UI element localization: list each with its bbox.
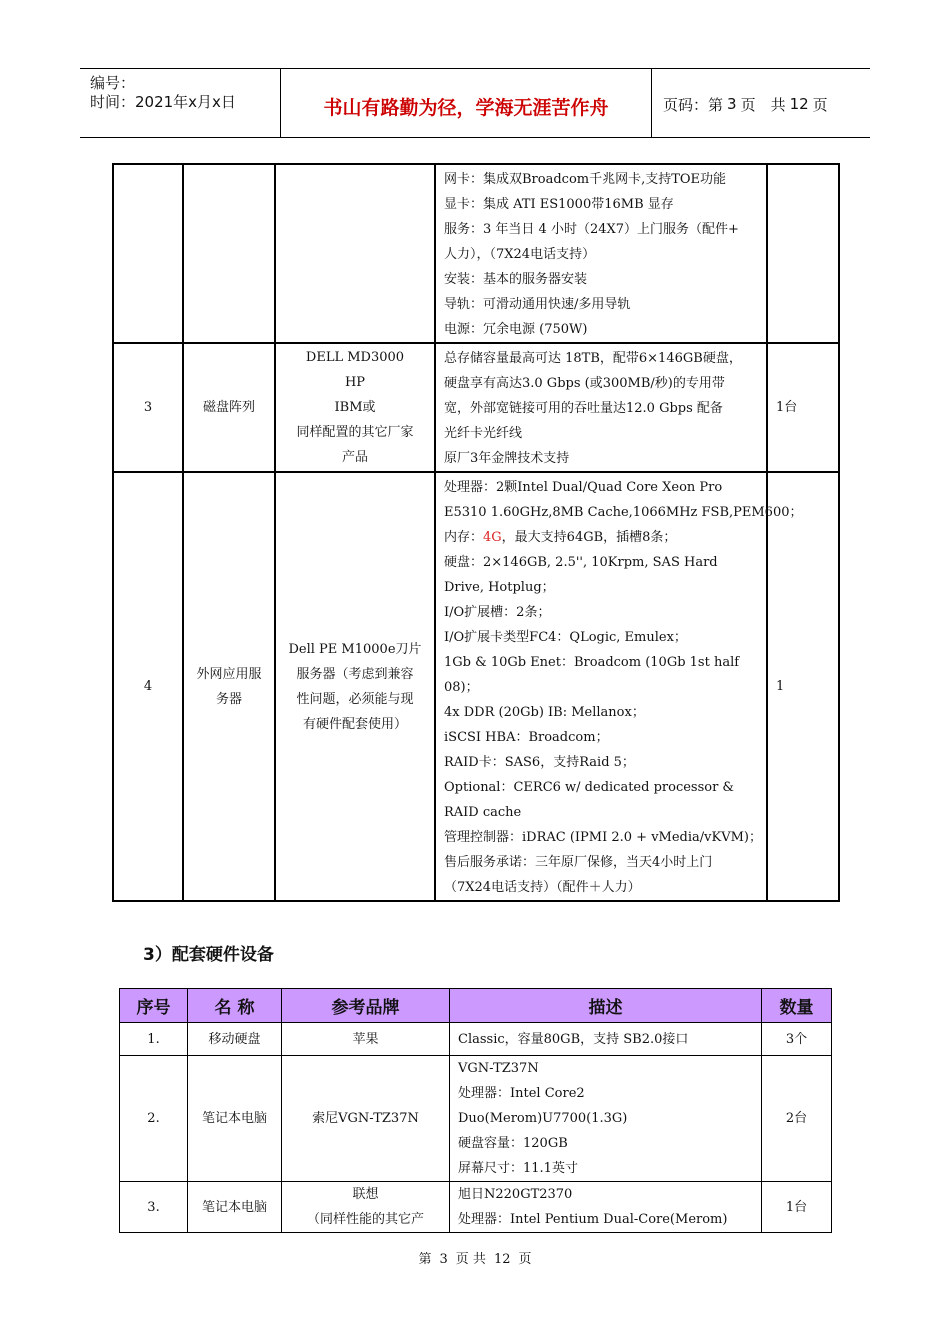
page-header — [80, 68, 870, 138]
brand-line: 同样配置的其它厂家 — [296, 425, 414, 440]
time-label: 时间：2021年x月x日 — [90, 93, 236, 111]
name-line: 外网应用服 — [196, 666, 262, 682]
desc-line: 1Gb & 10Gb Enet：Broadcom (10Gb 1st half — [444, 655, 740, 670]
page-footer — [0, 1248, 950, 1267]
qty-cell: 1 — [767, 472, 839, 901]
header-motto: 书山有路勤为径，学海无涯苦作舟 — [280, 69, 652, 137]
desc-line: 宽，外部宽链接可用的吞吐量达12.0 Gbps 配备 — [444, 401, 723, 416]
desc-line: 硬盘享有高达3.0 Gbps (或300MB/秒)的专用带 — [444, 376, 725, 391]
name-cell — [183, 472, 275, 901]
brand-line: Dell PE M1000e刀片 — [288, 641, 422, 657]
brand-line: （同样性能的其它产 — [306, 1212, 424, 1227]
header-meta — [80, 69, 280, 137]
brand-line: DELL MD3000 — [305, 350, 405, 365]
name-cell — [183, 164, 275, 343]
footer-prefix: 第 — [418, 1252, 432, 1267]
brand-line: HP — [344, 375, 366, 390]
col-header-desc: 描述 — [450, 989, 762, 1023]
desc-line: 电源：冗余电源 (750W) — [444, 322, 588, 337]
footer-page: 3 — [439, 1252, 448, 1267]
desc-line: VGN-TZ37N — [458, 1061, 539, 1076]
desc-line: 总存储容量最高可达 18TB，配带6×146GB硬盘， — [444, 351, 742, 366]
desc-line: 屏幕尺寸：11.1英寸 — [458, 1161, 578, 1176]
qty-cell: 1台 — [762, 1182, 832, 1233]
desc-line: Optional：CERC6 w/ dedicated processor & — [444, 780, 735, 795]
desc-line: 导轨：可滑动通用快速/多用导轨 — [444, 297, 631, 312]
footer-total: 12 — [493, 1252, 511, 1267]
name-cell: 移动硬盘 — [188, 1023, 282, 1056]
header-page-info — [663, 69, 863, 137]
desc-line: Classic，容量80GB，支持 SB2.0接口 — [458, 1031, 689, 1047]
header-row — [120, 989, 832, 1023]
col-header-num: 序号 — [120, 989, 188, 1023]
desc-line: 处理器：Intel Core2 — [458, 1086, 585, 1101]
footer-mid: 页 共 — [455, 1252, 486, 1267]
page-end: 页 — [812, 95, 828, 114]
desc-line: （7X24电话支持）（配件＋人力） — [444, 880, 641, 895]
desc-line-memory — [444, 525, 760, 550]
desc-line: 原厂3年金牌技术支持 — [444, 451, 570, 466]
desc-line: 管理控制器：iDRAC (IPMI 2.0 + vMedia/vKVM)； — [444, 830, 762, 845]
desc-cell — [435, 164, 767, 343]
desc-line: 服务：3 年当日 4 小时（24X7）上门服务（配件+ — [444, 222, 739, 237]
brand-cell — [275, 164, 435, 343]
desc-line: 网卡：集成双Broadcom千兆网卡,支持TOE功能 — [444, 172, 727, 187]
table-row — [113, 472, 839, 901]
page-number: 3 — [727, 95, 737, 113]
desc-cell — [450, 1023, 762, 1056]
desc-line: iSCSI HBA：Broadcom； — [444, 730, 609, 745]
qty-cell: 1台 — [767, 343, 839, 472]
desc-line: 售后服务承诺：三年原厂保修，当天4小时上门 — [444, 855, 713, 870]
qty-cell — [767, 164, 839, 343]
brand-cell — [282, 1182, 450, 1233]
desc-line: 旭日N220GT2370 — [458, 1187, 573, 1202]
desc-line: 人力），（7X24电话支持） — [444, 247, 596, 262]
col-header-name: 名 称 — [188, 989, 282, 1023]
page-total: 12 — [789, 95, 809, 113]
col-header-qty: 数量 — [762, 989, 832, 1023]
brand-line: 性问题，必须能与现 — [296, 691, 414, 707]
num-cell: 4 — [113, 472, 183, 901]
spec-table — [112, 163, 840, 902]
num-cell — [113, 164, 183, 343]
qty-cell: 2台 — [762, 1056, 832, 1182]
brand-line: 服务器（考虑到兼容 — [296, 666, 414, 682]
desc-line: 硬盘：2×146GB, 2.5'', 10Krpm, SAS Hard — [444, 555, 718, 570]
brand-line: 有硬件配套使用） — [302, 716, 407, 732]
page-label: 页码：第 — [663, 95, 724, 114]
desc-line: Duo(Merom)U7700(1.3G) — [458, 1111, 628, 1126]
table-row — [120, 1182, 832, 1233]
desc-line: 08)； — [444, 680, 479, 695]
brand-cell — [275, 472, 435, 901]
brand-line: IBM或 — [334, 400, 376, 415]
col-header-brand: 参考品牌 — [282, 989, 450, 1023]
desc-line: 处理器：2颗Intel Dual/Quad Core Xeon Pro — [444, 480, 723, 495]
desc-cell — [435, 343, 767, 472]
mem-size: 4G — [483, 530, 502, 545]
mem-prefix: 内存： — [444, 530, 484, 545]
brand-cell: 索尼VGN-TZ37N — [282, 1056, 450, 1182]
desc-cell — [435, 472, 803, 901]
desc-line: RAID卡：SAS6，支持Raid 5； — [444, 755, 635, 770]
name-cell: 磁盘阵列 — [183, 343, 275, 472]
num-cell: 3. — [120, 1182, 188, 1233]
desc-cell — [450, 1056, 762, 1182]
num-cell: 1. — [120, 1023, 188, 1056]
qty-cell: 3个 — [762, 1023, 832, 1056]
desc-line: 安装：基本的服务器安装 — [444, 272, 588, 287]
table-row — [120, 1056, 832, 1182]
table-row — [113, 343, 839, 472]
desc-line: 光纤卡光纤线 — [444, 426, 523, 441]
brand-line: 联想 — [352, 1187, 379, 1202]
footer-suffix: 页 — [518, 1252, 532, 1267]
name-cell: 笔记本电脑 — [188, 1182, 282, 1233]
hardware-table — [119, 988, 832, 1233]
table-row — [120, 1023, 832, 1056]
num-cell: 3 — [113, 343, 183, 472]
desc-line: 处理器：Intel Pentium Dual-Core(Merom) — [458, 1212, 728, 1227]
number-label: 编号： — [90, 74, 136, 92]
desc-cell — [450, 1182, 762, 1233]
desc-line: 硬盘容量：120GB — [458, 1136, 568, 1151]
desc-line: 显卡：集成 ATI ES1000带16MB 显存 — [444, 197, 674, 212]
name-line: 务器 — [215, 691, 242, 707]
desc-line: I/O扩展卡类型FC4：QLogic, Emulex； — [444, 630, 687, 645]
desc-line: E5310 1.60GHz,8MB Cache,1066MHz FSB,PEM600； — [444, 505, 803, 520]
brand-line: 产品 — [341, 450, 368, 465]
table-row — [113, 164, 839, 343]
section-title: 3）配套硬件设备 — [143, 945, 274, 965]
brand-cell: 苹果 — [282, 1023, 450, 1056]
brand-cell — [275, 343, 435, 472]
page-mid: 页 共 — [740, 95, 786, 114]
desc-line: Drive, Hotplug； — [444, 580, 555, 595]
desc-line: 4x DDR (20Gb) IB: Mellanox； — [444, 705, 645, 720]
desc-line: RAID cache — [444, 805, 522, 820]
desc-line: I/O扩展槽：2条； — [444, 605, 551, 620]
name-cell: 笔记本电脑 — [188, 1056, 282, 1182]
mem-suffix: ，最大支持64GB，插槽8条； — [501, 530, 677, 545]
num-cell: 2. — [120, 1056, 188, 1182]
